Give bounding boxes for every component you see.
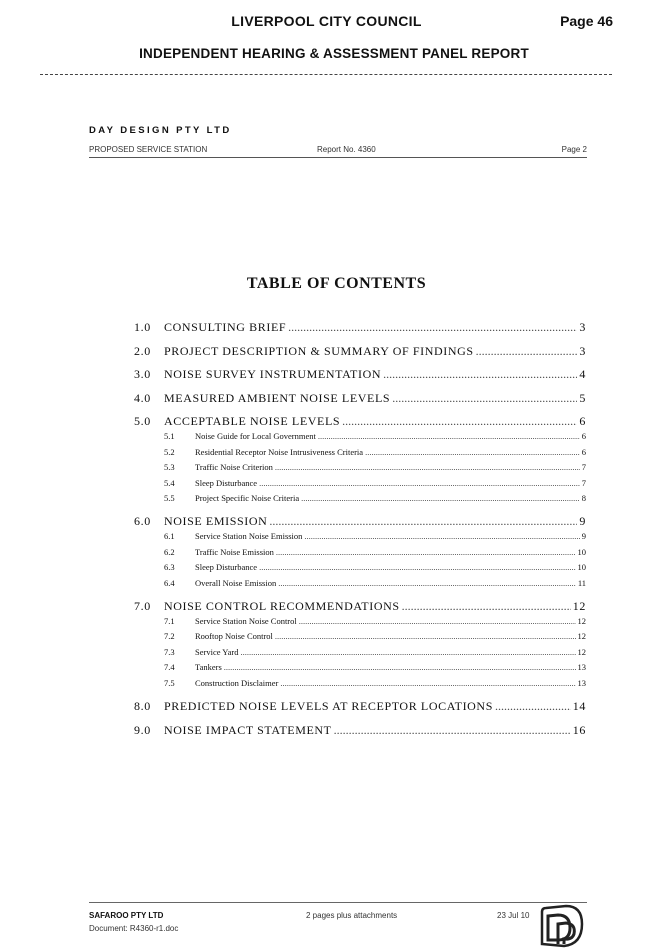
toc-leader-dots	[495, 699, 571, 714]
toc-entry-title: MEASURED AMBIENT NOISE LEVELS	[164, 390, 391, 405]
toc-entry-number: 6.2	[164, 546, 175, 557]
toc-entry-page: 13	[577, 677, 586, 688]
toc-leader-dots	[402, 599, 571, 614]
toc-entry-number: 1.0	[134, 320, 151, 334]
toc-subsection-row	[134, 578, 586, 588]
toc-subsection-row	[134, 493, 586, 503]
toc-section-row	[134, 367, 586, 382]
toc-entry-page: 7	[581, 477, 586, 488]
toc-entry-title: Noise Guide for Local Government	[195, 431, 316, 442]
toc-entry-number: 8.0	[134, 698, 151, 713]
toc-leader-dots	[278, 578, 576, 588]
toc-leader-dots	[334, 723, 571, 738]
toc-entry-title: ACCEPTABLE NOISE LEVELS	[164, 414, 341, 429]
toc-entry-page: 3	[579, 343, 586, 358]
toc-entry-number: 6.3	[164, 562, 175, 573]
toc-entry-number: 5.0	[134, 414, 151, 429]
toc-subsection-row	[134, 531, 586, 541]
toc-entry-page: 12	[577, 631, 586, 642]
toc-leader-dots	[224, 662, 576, 672]
toc-entry-page: 6	[581, 446, 586, 457]
toc-entry-title: Service Station Noise Emission	[195, 531, 303, 542]
toc-entry-number: 7.2	[164, 631, 175, 642]
toc-leader-dots	[288, 320, 577, 335]
toc-entry-title: NOISE SURVEY INSTRUMENTATION	[164, 367, 382, 382]
toc-entry-number: 6.4	[164, 577, 175, 588]
toc-leader-dots	[275, 631, 576, 641]
toc-entry-page: 3	[579, 320, 586, 334]
toc-entry-title: Rooftop Noise Control	[195, 631, 273, 642]
toc-leader-dots	[280, 678, 575, 688]
toc-leader-dots	[240, 647, 575, 657]
toc-entry-number: 6.0	[134, 514, 151, 529]
firm-name: DAY DESIGN PTY LTD	[89, 125, 232, 136]
toc-subsection-row	[134, 647, 586, 657]
toc-subsection-row	[134, 616, 586, 626]
toc-leader-dots	[304, 531, 579, 541]
toc-entry-page: 9	[579, 514, 586, 529]
toc-subsection-row	[134, 431, 586, 441]
toc-entry-title: NOISE IMPACT STATEMENT	[164, 722, 332, 737]
toc-subsection-row	[134, 462, 586, 472]
toc-entry-page: 13	[577, 662, 586, 673]
toc-entry-number: 4.0	[134, 390, 151, 405]
toc-entry-number: 6.1	[164, 531, 175, 542]
toc-leader-dots	[269, 514, 577, 529]
toc-entry-title: Project Specific Noise Criteria	[195, 493, 300, 504]
day-design-logo-icon	[536, 904, 588, 948]
toc-section-row	[134, 414, 586, 429]
toc-entry-title: Traffic Noise Emission	[195, 546, 274, 557]
toc-subsection-row	[134, 678, 586, 688]
council-name: LIVERPOOL CITY COUNCIL	[231, 13, 422, 29]
toc-entry-title: Residential Receptor Noise Intrusiveness Criteria	[195, 446, 364, 457]
toc-subsection-row	[134, 662, 586, 672]
toc-entry-page: 9	[581, 531, 586, 542]
toc-entry-number: 7.3	[164, 646, 175, 657]
toc-section-row	[134, 514, 586, 529]
toc-entry-page: 12	[577, 615, 586, 626]
page-number: Page 46	[560, 13, 613, 29]
table-of-contents	[134, 0, 586, 947]
report-number: Report No. 4360	[317, 145, 376, 154]
toc-subsection-row	[134, 447, 586, 457]
toc-entry-page: 6	[581, 431, 586, 442]
toc-entry-title: Service Yard	[195, 646, 239, 657]
toc-entry-number: 5.2	[164, 446, 175, 457]
toc-entry-page: 10	[577, 562, 586, 573]
toc-subsection-row	[134, 478, 586, 488]
toc-title: TABLE OF CONTENTS	[246, 275, 427, 292]
toc-entry-page: 6	[579, 414, 586, 429]
toc-entry-title: Overall Noise Emission	[195, 577, 277, 588]
footer-company: SAFAROO PTY LTD	[89, 911, 164, 920]
toc-section-row	[134, 599, 586, 614]
footer-attachments: 2 pages plus attachments	[306, 911, 398, 920]
toc-entry-title: Sleep Disturbance	[195, 477, 258, 488]
toc-leader-dots	[275, 462, 580, 472]
toc-entry-page: 5	[579, 390, 586, 405]
toc-section-row	[134, 320, 586, 335]
toc-entry-title: NOISE EMISSION	[164, 514, 268, 529]
toc-entry-number: 7.1	[164, 615, 175, 626]
toc-entry-number: 7.0	[134, 598, 151, 613]
footer-document: Document: R4360-r1.doc	[89, 924, 179, 933]
toc-entry-number: 7.4	[164, 662, 175, 673]
toc-leader-dots	[365, 447, 580, 457]
toc-entry-page: 12	[577, 646, 586, 657]
toc-subsection-row	[134, 631, 586, 641]
toc-entry-number: 9.0	[134, 722, 151, 737]
toc-leader-dots	[299, 616, 576, 626]
toc-leader-dots	[276, 547, 576, 557]
toc-entry-title: Sleep Disturbance	[195, 562, 258, 573]
toc-leader-dots	[392, 391, 577, 406]
toc-leader-dots	[383, 367, 577, 382]
project-name: PROPOSED SERVICE STATION	[89, 145, 208, 154]
toc-entry-page: 12	[572, 598, 586, 613]
toc-entry-page: 10	[577, 546, 586, 557]
toc-entry-number: 5.1	[164, 431, 175, 442]
toc-entry-title: Tankers	[195, 662, 222, 673]
toc-entry-title: Construction Disclaimer	[195, 677, 279, 688]
toc-entry-page: 11	[577, 577, 586, 588]
toc-leader-dots	[342, 414, 577, 429]
toc-entry-title: NOISE CONTROL RECOMMENDATIONS	[164, 598, 400, 613]
toc-entry-title: PROJECT DESCRIPTION & SUMMARY OF FINDINGS	[164, 343, 474, 358]
toc-entry-number: 5.3	[164, 462, 175, 473]
toc-entry-page: 4	[579, 367, 586, 382]
toc-entry-page: 7	[581, 462, 586, 473]
toc-entry-page: 8	[581, 493, 586, 504]
toc-section-row	[134, 344, 586, 359]
toc-section-row	[134, 699, 586, 714]
footer-date: 23 Jul 10	[497, 911, 530, 920]
toc-entry-page: 14	[572, 698, 586, 713]
toc-leader-dots	[318, 431, 580, 441]
document-page-number: Page 2	[561, 145, 587, 154]
toc-entry-page: 16	[572, 722, 586, 737]
toc-section-row	[134, 391, 586, 406]
toc-entry-number: 5.4	[164, 477, 175, 488]
toc-subsection-row	[134, 562, 586, 572]
toc-leader-dots	[476, 344, 578, 359]
toc-section-row	[134, 723, 586, 738]
toc-entry-number: 2.0	[134, 343, 151, 358]
toc-subsection-row	[134, 547, 586, 557]
toc-entry-title: Traffic Noise Criterion	[195, 462, 273, 473]
page-footer	[89, 902, 587, 948]
toc-leader-dots	[301, 493, 580, 503]
toc-entry-title: Service Station Noise Control	[195, 615, 297, 626]
toc-entry-number: 7.5	[164, 677, 175, 688]
toc-entry-title: CONSULTING BRIEF	[164, 320, 287, 334]
report-title: INDEPENDENT HEARING & ASSESSMENT PANEL REPORT	[139, 46, 529, 61]
toc-entry-number: 3.0	[134, 367, 151, 382]
toc-entry-number: 5.5	[164, 493, 175, 504]
toc-leader-dots	[259, 562, 575, 572]
toc-leader-dots	[259, 478, 580, 488]
toc-entry-title: PREDICTED NOISE LEVELS AT RECEPTOR LOCATIONS	[164, 698, 493, 713]
